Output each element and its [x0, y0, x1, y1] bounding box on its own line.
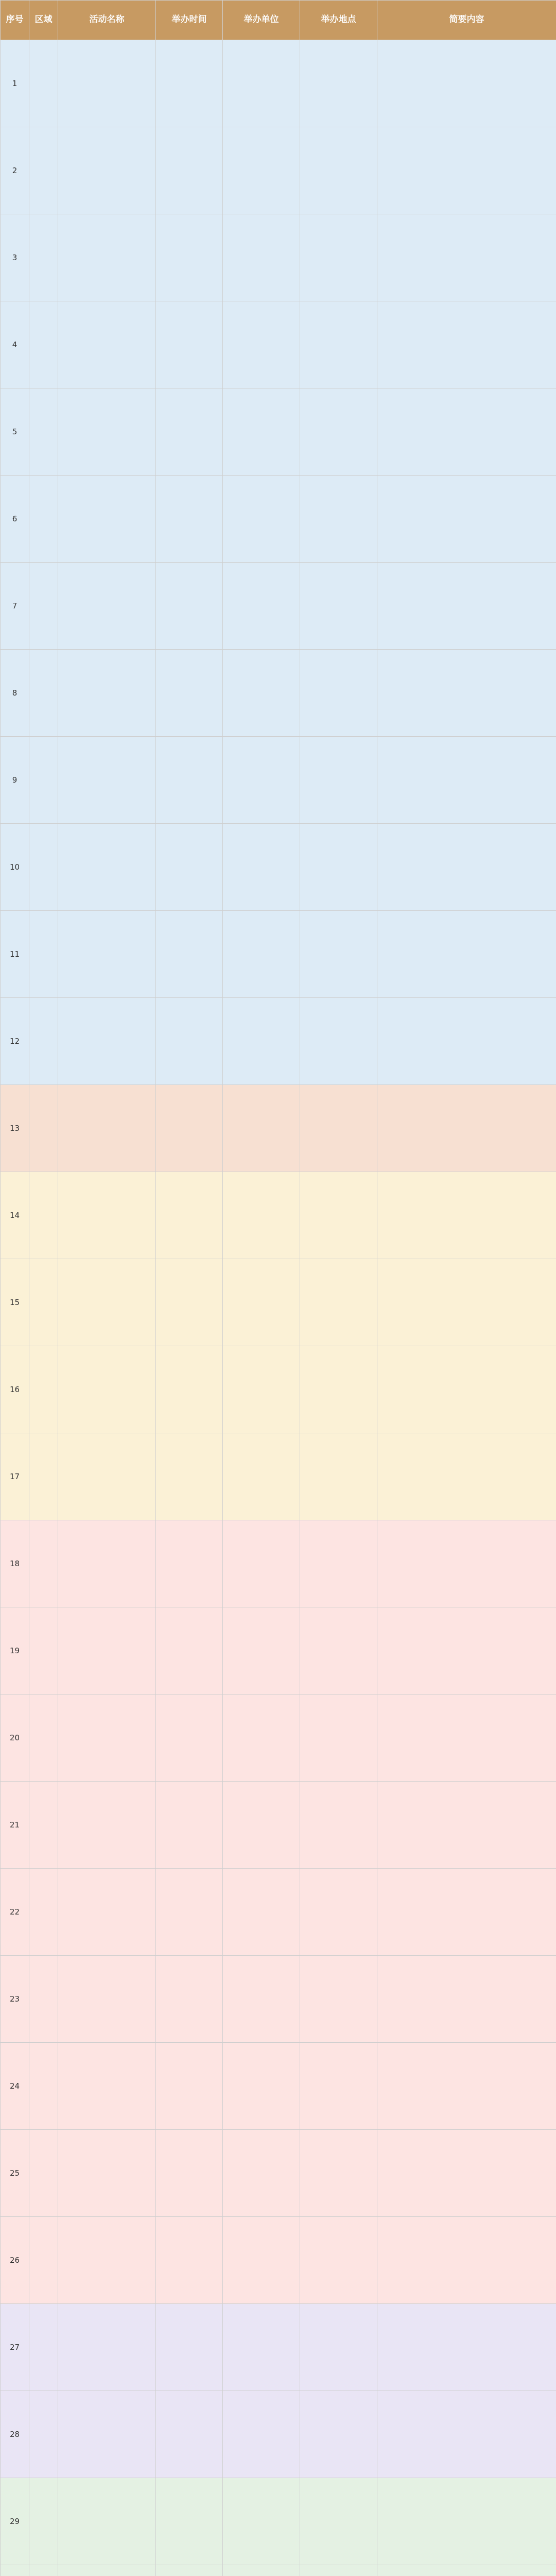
- cell-index: 4: [1, 301, 29, 388]
- table-row: [1, 2130, 556, 2217]
- cell-description: [377, 214, 556, 301]
- cell-description: [377, 2391, 556, 2478]
- table-row: [1, 1607, 556, 1694]
- cell-index: 12: [1, 998, 29, 1085]
- cell-time: [156, 1433, 223, 1520]
- cell-region: [29, 1085, 58, 1172]
- cell-host: [223, 40, 300, 127]
- cell-venue: [300, 1869, 377, 1956]
- cell-venue: [300, 998, 377, 1085]
- cell-venue: [300, 1956, 377, 2043]
- table-row: [1, 737, 556, 824]
- cell-activity-name: [58, 563, 156, 650]
- cell-region: [29, 1607, 58, 1694]
- cell-time: [156, 2217, 223, 2304]
- cell-host: [223, 563, 300, 650]
- cell-host: [223, 824, 300, 911]
- cell-description: [377, 127, 556, 214]
- cell-activity-name: [58, 2217, 156, 2304]
- cell-description: [377, 2304, 556, 2391]
- table-row: [1, 1869, 556, 1956]
- cell-activity-name: [58, 1956, 156, 2043]
- cell-activity-name: [58, 1085, 156, 1172]
- cell-description: [377, 1869, 556, 1956]
- cell-index: 10: [1, 824, 29, 911]
- cell-activity-name: [58, 476, 156, 563]
- header-description: 简要内容: [377, 1, 556, 40]
- cell-venue: [300, 1172, 377, 1259]
- cell-region: [29, 1782, 58, 1869]
- cell-description: [377, 1694, 556, 1782]
- cell-region: [29, 2391, 58, 2478]
- cell-time: [156, 2043, 223, 2130]
- cell-index: 24: [1, 2043, 29, 2130]
- cell-host: [223, 1172, 300, 1259]
- cell-index: 18: [1, 1520, 29, 1607]
- cell-index: 11: [1, 911, 29, 998]
- cell-venue: [300, 1433, 377, 1520]
- cell-venue: [300, 2565, 377, 2576]
- cell-activity-name: [58, 1607, 156, 1694]
- cell-host: [223, 737, 300, 824]
- cell-index: 21: [1, 1782, 29, 1869]
- table-row: [1, 1172, 556, 1259]
- table-row: [1, 998, 556, 1085]
- cell-activity-name: [58, 737, 156, 824]
- cell-time: [156, 1172, 223, 1259]
- cell-venue: [300, 650, 377, 737]
- cell-index: 29: [1, 2478, 29, 2565]
- cell-activity-name: [58, 2043, 156, 2130]
- header-activity-name: 活动名称: [58, 1, 156, 40]
- cell-index: 5: [1, 388, 29, 476]
- cell-time: [156, 650, 223, 737]
- cell-index: 2: [1, 127, 29, 214]
- table-row: [1, 1782, 556, 1869]
- cell-time: [156, 998, 223, 1085]
- cell-index: 8: [1, 650, 29, 737]
- cell-region: [29, 1520, 58, 1607]
- cell-activity-name: [58, 1433, 156, 1520]
- cell-host: [223, 911, 300, 998]
- cell-region: [29, 1259, 58, 1346]
- cell-description: [377, 1782, 556, 1869]
- cell-index: 14: [1, 1172, 29, 1259]
- cell-host: [223, 1085, 300, 1172]
- table-row: [1, 650, 556, 737]
- cell-host: [223, 1782, 300, 1869]
- cell-index: 26: [1, 2217, 29, 2304]
- cell-host: [223, 2043, 300, 2130]
- table-row: [1, 563, 556, 650]
- cell-description: [377, 1607, 556, 1694]
- cell-time: [156, 1346, 223, 1433]
- cell-index: 13: [1, 1085, 29, 1172]
- cell-time: [156, 2478, 223, 2565]
- cell-description: [377, 301, 556, 388]
- table-row: [1, 2217, 556, 2304]
- cell-venue: [300, 824, 377, 911]
- cell-description: [377, 388, 556, 476]
- cell-time: [156, 127, 223, 214]
- cell-activity-name: [58, 650, 156, 737]
- cell-region: [29, 2043, 58, 2130]
- cell-activity-name: [58, 2304, 156, 2391]
- cell-time: [156, 40, 223, 127]
- cell-time: [156, 1694, 223, 1782]
- table-row: [1, 301, 556, 388]
- cell-activity-name: [58, 1259, 156, 1346]
- cell-index: 7: [1, 563, 29, 650]
- cell-host: [223, 1607, 300, 1694]
- cell-time: [156, 1782, 223, 1869]
- cell-region: [29, 2304, 58, 2391]
- cell-activity-name: [58, 127, 156, 214]
- cell-host: [223, 2478, 300, 2565]
- cell-host: [223, 127, 300, 214]
- cell-host: [223, 301, 300, 388]
- cell-host: [223, 2565, 300, 2576]
- cell-activity-name: [58, 2565, 156, 2576]
- cell-host: [223, 1869, 300, 1956]
- cell-time: [156, 2304, 223, 2391]
- cell-region: [29, 1346, 58, 1433]
- header-venue: 举办地点: [300, 1, 377, 40]
- cell-time: [156, 911, 223, 998]
- cell-activity-name: [58, 824, 156, 911]
- table-row: [1, 2043, 556, 2130]
- cell-venue: [300, 2043, 377, 2130]
- cell-description: [377, 650, 556, 737]
- cell-venue: [300, 2391, 377, 2478]
- cell-description: [377, 824, 556, 911]
- cell-index: 3: [1, 214, 29, 301]
- cell-index: [1, 2565, 29, 2576]
- cell-time: [156, 1607, 223, 1694]
- cell-host: [223, 2391, 300, 2478]
- cell-activity-name: [58, 2391, 156, 2478]
- cell-activity-name: [58, 1346, 156, 1433]
- cell-time: [156, 737, 223, 824]
- cell-time: [156, 2565, 223, 2576]
- cell-index: 9: [1, 737, 29, 824]
- cell-description: [377, 1172, 556, 1259]
- cell-index: 27: [1, 2304, 29, 2391]
- cell-region: [29, 1172, 58, 1259]
- table-row: [1, 388, 556, 476]
- cell-venue: [300, 2478, 377, 2565]
- cell-venue: [300, 127, 377, 214]
- cell-description: [377, 911, 556, 998]
- cell-description: [377, 2217, 556, 2304]
- cell-host: [223, 2130, 300, 2217]
- cell-activity-name: [58, 2478, 156, 2565]
- cell-activity-name: [58, 301, 156, 388]
- cell-description: [377, 563, 556, 650]
- cell-index: 1: [1, 40, 29, 127]
- cell-region: [29, 824, 58, 911]
- cell-venue: [300, 1085, 377, 1172]
- cell-region: [29, 214, 58, 301]
- cell-description: [377, 2130, 556, 2217]
- cell-time: [156, 388, 223, 476]
- cell-activity-name: [58, 1869, 156, 1956]
- cell-activity-name: [58, 911, 156, 998]
- cell-time: [156, 1520, 223, 1607]
- cell-region: [29, 127, 58, 214]
- cell-venue: [300, 737, 377, 824]
- cell-description: [377, 1346, 556, 1433]
- cell-index: 15: [1, 1259, 29, 1346]
- cell-venue: [300, 2130, 377, 2217]
- cell-time: [156, 1259, 223, 1346]
- cell-region: [29, 1433, 58, 1520]
- header-host: 举办单位: [223, 1, 300, 40]
- table-row: [1, 1694, 556, 1782]
- cell-index: 28: [1, 2391, 29, 2478]
- cell-host: [223, 476, 300, 563]
- cell-region: [29, 476, 58, 563]
- cell-host: [223, 214, 300, 301]
- table-row: [1, 127, 556, 214]
- cell-host: [223, 998, 300, 1085]
- table-row: [1, 40, 556, 127]
- cell-region: [29, 40, 58, 127]
- table-row: [1, 1346, 556, 1433]
- cell-index: 20: [1, 1694, 29, 1782]
- cell-time: [156, 2391, 223, 2478]
- cell-description: [377, 1085, 556, 1172]
- cell-region: [29, 2478, 58, 2565]
- table-row: [1, 1520, 556, 1607]
- cell-venue: [300, 1259, 377, 1346]
- table-row: [1, 1433, 556, 1520]
- cell-description: [377, 1520, 556, 1607]
- cell-time: [156, 301, 223, 388]
- cell-time: [156, 563, 223, 650]
- header-region: 区域: [29, 1, 58, 40]
- table-row: [1, 214, 556, 301]
- cell-host: [223, 1956, 300, 2043]
- cell-activity-name: [58, 1782, 156, 1869]
- table-row: [1, 2478, 556, 2565]
- cell-activity-name: [58, 998, 156, 1085]
- cell-time: [156, 476, 223, 563]
- cell-host: [223, 388, 300, 476]
- cell-description: [377, 737, 556, 824]
- cell-host: [223, 1433, 300, 1520]
- cell-time: [156, 1085, 223, 1172]
- cell-index: 25: [1, 2130, 29, 2217]
- cell-host: [223, 2217, 300, 2304]
- cell-time: [156, 1869, 223, 1956]
- cell-venue: [300, 563, 377, 650]
- table-row: [1, 824, 556, 911]
- table-row: [1, 1085, 556, 1172]
- table-body: [1, 40, 556, 2576]
- cell-region: [29, 2217, 58, 2304]
- cell-index: 6: [1, 476, 29, 563]
- cell-region: [29, 998, 58, 1085]
- table-header-row: [1, 1, 556, 40]
- cell-venue: [300, 388, 377, 476]
- table-row: [1, 2565, 556, 2576]
- cell-venue: [300, 1782, 377, 1869]
- cell-description: [377, 40, 556, 127]
- cell-venue: [300, 1607, 377, 1694]
- cell-host: [223, 650, 300, 737]
- cell-venue: [300, 1346, 377, 1433]
- cell-description: [377, 1259, 556, 1346]
- cell-description: [377, 2565, 556, 2576]
- cell-host: [223, 1259, 300, 1346]
- cell-venue: [300, 214, 377, 301]
- cell-activity-name: [58, 1172, 156, 1259]
- cell-region: [29, 2565, 58, 2576]
- table-row: [1, 2391, 556, 2478]
- cell-region: [29, 650, 58, 737]
- cell-time: [156, 1956, 223, 2043]
- cell-activity-name: [58, 1694, 156, 1782]
- cell-activity-name: [58, 214, 156, 301]
- cell-host: [223, 1694, 300, 1782]
- cell-index: 16: [1, 1346, 29, 1433]
- cell-region: [29, 1869, 58, 1956]
- cell-region: [29, 911, 58, 998]
- cell-host: [223, 1346, 300, 1433]
- cell-activity-name: [58, 40, 156, 127]
- cell-venue: [300, 301, 377, 388]
- header-index: 序号: [1, 1, 29, 40]
- cell-time: [156, 2130, 223, 2217]
- cell-host: [223, 1520, 300, 1607]
- cell-description: [377, 2478, 556, 2565]
- cell-index: 22: [1, 1869, 29, 1956]
- cell-description: [377, 1956, 556, 2043]
- cell-venue: [300, 2217, 377, 2304]
- cell-description: [377, 1433, 556, 1520]
- cell-activity-name: [58, 2130, 156, 2217]
- cell-activity-name: [58, 1520, 156, 1607]
- cell-region: [29, 301, 58, 388]
- table-row: [1, 476, 556, 563]
- cell-region: [29, 563, 58, 650]
- table-row: [1, 1956, 556, 2043]
- cell-description: [377, 2043, 556, 2130]
- cell-time: [156, 214, 223, 301]
- cell-index: 23: [1, 1956, 29, 2043]
- cell-region: [29, 388, 58, 476]
- table-row: [1, 1259, 556, 1346]
- cell-index: 19: [1, 1607, 29, 1694]
- cell-venue: [300, 2304, 377, 2391]
- cell-venue: [300, 1520, 377, 1607]
- cell-region: [29, 2130, 58, 2217]
- cell-index: 17: [1, 1433, 29, 1520]
- table-row: [1, 911, 556, 998]
- cell-venue: [300, 40, 377, 127]
- cell-venue: [300, 1694, 377, 1782]
- cell-region: [29, 1694, 58, 1782]
- cell-description: [377, 476, 556, 563]
- cell-time: [156, 824, 223, 911]
- cell-venue: [300, 476, 377, 563]
- table-row: [1, 2304, 556, 2391]
- cell-region: [29, 1956, 58, 2043]
- cell-region: [29, 737, 58, 824]
- cell-host: [223, 2304, 300, 2391]
- cell-venue: [300, 911, 377, 998]
- cell-activity-name: [58, 388, 156, 476]
- header-time: 举办时间: [156, 1, 223, 40]
- cell-description: [377, 998, 556, 1085]
